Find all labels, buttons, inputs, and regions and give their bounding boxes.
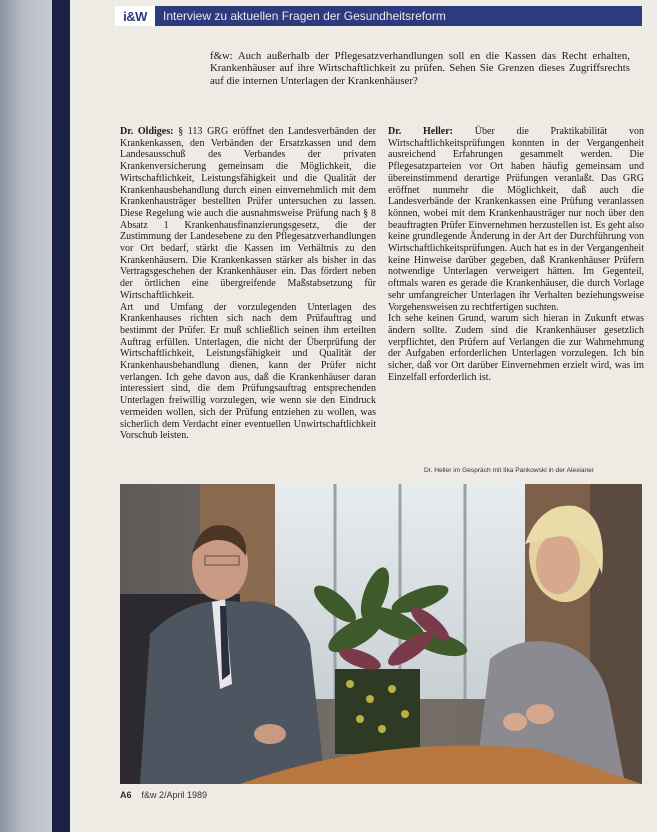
binding-stripe: [52, 0, 72, 832]
answer-text: § 113 GRG eröffnet den Landesverbänden der Krankenkassen, den Verbänden der Ersatzkassen und dem Landesausschuß des Verbandes der privaten Krankenversicherung gemeinsam die Möglichkeit, die Wirtschaftlichkeit, Leistungsfähigkeit und die Qualität der Krankenhausbehandlung durch einen einvernehmlich mit dem Krankenhausträger bestellten Prüfer untersuchen zu lassen. Diese Regelung wie auch die ausnahmsweise Prüfung nach § 8 Absatz 1 Krankenhausfinanzierungsgesetz, die der Zustimmung der Landesebene zu den Pflegesatzverhandlungen vor Ort bedarf, stärkt die Kassen im Verhältnis zu den Krankenhäusern. Die Krankenkassen stärker als bisher in das Vertragsgeschehen der Krankenhäuser ein. Das fördert neben der örtlichen eine übergreifende Maßstabsetzung für Wirtschaftlichkeit.: [120, 126, 376, 301]
speaker-name: Dr. Oldiges:: [120, 126, 174, 137]
interview-photo: [120, 484, 642, 784]
answer-text: Über die Praktikabilität von Wirtschaftlichkeitsprüfungen konnten in der Vergangenheit ausreichend Erfahrungen gesammelt werden. Die Pflegesatzparteien vor Ort haben häufig gemeinsam und übereinstimmend derartige Prüfungen veranlaßt. Das GRG eröffnet nunmehr die Möglichkeit, daß auch die Landesverbände der Krankenkassen eine Prüfung veranlassen können, wobei mit dem Krankenhausträger nur noch über den beauftragten Prüfer Einvernehmen herzustellen ist. Es geht also keine grundlegende Änderung in der Art der Durchführung von Wirtschaftlichkeitsprüfungen. Auch hat es in der Vergangenheit keine Hinweise darüber gegeben, daß Krankenhäuser Prüfern notwendige Unterlagen verweigert hätten. Im Gegenteil, oftmals waren es gerade die Krankenhäuser, die durch Vorlage sehr umfangreicher Unterlagen ihr Verhalten beziehungsweise Vorgehensweisen zu rechtfertigen suchten.: [388, 126, 644, 313]
issue-info: f&w 2/April 1989: [141, 790, 208, 800]
photo-illustration: [120, 484, 642, 784]
answer-paragraph: Ich sehe keinen Grund, warum sich hieran in Zukunft etwas ändern sollte. Zudem sind die Krankenhäuser gesetzlich verpflichtet, den Prüfern auf Verlangen die zur Wahrnehmung der Aufgaben erforderlichen Unterlagen vorzulegen. Ich bin sicher, daß vor Ort darüber Einvernehmen erzielt wird, was im Einzelfall erforderlich ist.: [388, 313, 644, 383]
page-footer: [120, 790, 207, 800]
answer-paragraph: [120, 126, 376, 302]
page-header-band: [115, 6, 642, 26]
photo-caption: Dr. Heller im Gespräch mit Ilka Pankowski in der Alexianer: [424, 467, 595, 474]
section-title: Interview zu aktuellen Fragen der Gesundheitsreform: [163, 9, 446, 23]
answer-column-left: [120, 126, 376, 442]
answer-column-right: [388, 126, 644, 383]
interview-question: f&w: Auch außerhalb der Pflegesatzverhandlungen soll en die Kassen das Recht erhalten, Krankenhäuser auf ihre Wirtschaftlichkeit zu prüfen. Sehen Sie Grenzen dieses Zugriffsrechts auf die internen Unterlagen der Krankenhäuser?: [210, 50, 630, 87]
speaker-name: Dr. Heller:: [388, 126, 454, 137]
answer-paragraph: Art und Umfang der vorzulegenden Unterlagen des Krankenhauses richten sich nach dem Prüfauftrag und bestimmt der Prüfer. Er muß schließlich seinen ihm erteilten Auftrag erfüllen. Unterlagen, die nicht der Überprüfung der Wirtschaftlichkeit, Leistungsfähigkeit und Qualität der Krankenhausbehandlung dienen, kann der Prüfer nicht verlangen. Ich gehe davon aus, daß die Krankenhäuser daran interessiert sind, die dem Prüfungsauftrag entsprechenden Unterlagen freiwillig vorzulegen, wie wenn sie den Eindruck vermeiden wollen, sich der Prüfung entziehen zu wollen, was sicherlich dem Verdacht einer eventuellen Unwirtschaftlichkeit Vorschub leisten.: [120, 301, 376, 442]
journal-logo: i&W: [115, 6, 155, 26]
answer-paragraph: [388, 126, 644, 313]
page-number: A6: [120, 790, 132, 800]
background-edge: [0, 0, 55, 832]
